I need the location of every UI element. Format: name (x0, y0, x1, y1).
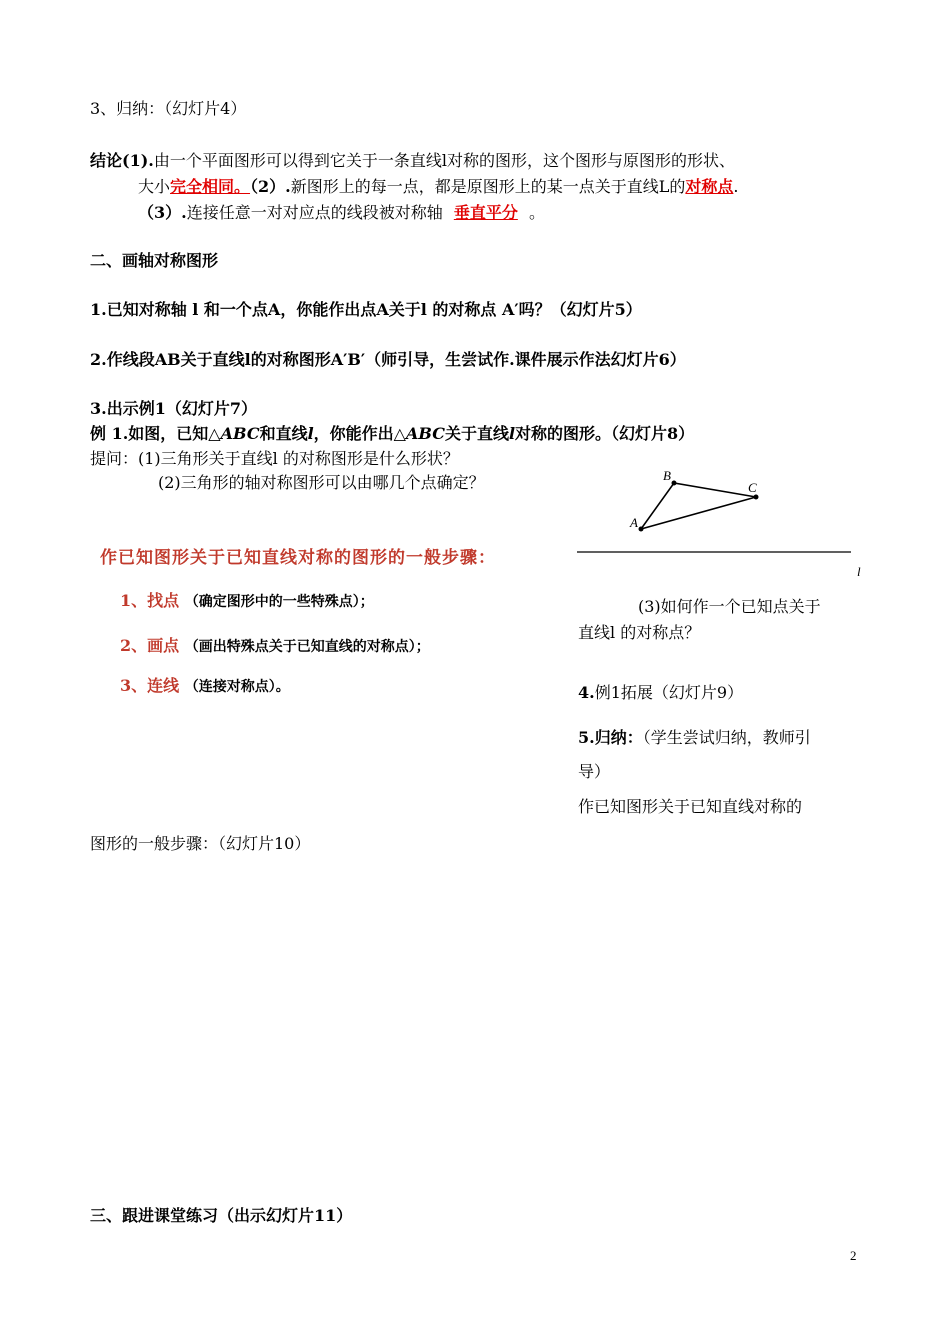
heading-draw-symmetric: 二、画轴对称图形 (90, 251, 219, 270)
example-mid1: 和直线 (259, 424, 308, 443)
page-number: 2 (850, 1248, 857, 1263)
item5-line3: 作已知图形关于已知直线对称的 (578, 797, 803, 816)
step1-name: 找点 (147, 591, 180, 610)
example-post: 对称的图形。（幻灯片8） (515, 424, 695, 443)
conclusion-p2-text: 新图形上的每一点，都是原图形上的某一点关于直线L的 (290, 177, 686, 196)
question3-line2: 直线l 的对称点？ (578, 623, 701, 642)
example-l2: l (508, 424, 516, 443)
slide-step-1 (120, 588, 374, 611)
point-c (754, 495, 759, 500)
step2-desc: （画出特殊点关于已知直线的对称点）； (184, 639, 430, 655)
example-mid3: 关于直线 (444, 424, 509, 443)
item5-text1: （学生尝试归纳，教师引 (642, 728, 811, 747)
example-pre: 例 1.如图，已知△ (90, 424, 221, 443)
question1: 提问：(1)三角形关于直线l 的对称图形是什么形状？ (90, 449, 459, 468)
example1 (90, 423, 694, 445)
item5-num: 5. (578, 728, 595, 747)
conclusion-p2-num: （2）. (250, 177, 291, 196)
section3-title: 3、归纳：（幻灯片4） (90, 99, 247, 118)
label-l: l (857, 564, 861, 579)
conclusion-line1 (90, 150, 735, 172)
item5-line4: 图形的一般步骤：（幻灯片10） (90, 834, 311, 853)
slide-title: 作已知图形关于已知直线对称的图形的一般步骤： (100, 548, 496, 568)
slide-step-3 (120, 673, 290, 696)
example-l1: l (307, 424, 314, 443)
item4-text: 例1拓展（幻灯片9） (594, 683, 744, 702)
conclusion-p3-highlight: 垂直平分 (453, 203, 518, 222)
slide-step-2 (120, 633, 430, 656)
conclusion-p2-highlight: 对称点 (685, 177, 734, 196)
triangle-figure (570, 460, 870, 585)
item4-num: 4. (578, 683, 595, 702)
step3-num: 3、 (120, 676, 148, 695)
question2: (2)三角形的轴对称图形可以由哪几个点确定？ (158, 473, 485, 492)
item5-line2: 导） (578, 762, 611, 781)
step3-name: 连线 (147, 676, 180, 695)
conclusion-p3-num: （3）. (138, 203, 187, 222)
item5-line1 (578, 727, 811, 749)
label-c: C (748, 480, 757, 495)
item4 (578, 682, 743, 704)
step1-num: 1、 (120, 591, 148, 610)
item2: 2.作线段AB关于直线l的对称图形A′B′（师引导，生尝试作.课件展示作法幻灯片6） (90, 350, 686, 369)
conclusion-p1-num: (1). (122, 151, 154, 170)
conclusion-p2-end: . (733, 177, 739, 196)
item1: 1.已知对称轴 l 和一个点A，你能作出点A关于l 的对称点 A′吗？（幻灯片5） (90, 300, 642, 319)
conclusion-p1-text: 由一个平面图形可以得到它关于一条直线l对称的图形，这个图形与原图形的形状、 (153, 151, 735, 170)
conclusion-label: 结论 (90, 151, 123, 170)
example-abc2: ABC (405, 424, 445, 443)
example-mid2: ，你能作出△ (313, 424, 406, 443)
step1-desc: （确定图形中的一些特殊点）； (184, 594, 374, 610)
step2-num: 2、 (120, 636, 148, 655)
conclusion-p3-text: 连接任意一对对应点的线段被对称轴 (186, 203, 443, 222)
conclusion-line2 (138, 176, 739, 198)
item5-label: 归纳： (594, 728, 643, 747)
label-b: B (663, 468, 671, 483)
triangle-abc (641, 483, 756, 529)
item3: 3.出示例1（幻灯片7） (90, 399, 257, 418)
point-b (672, 481, 677, 486)
conclusion-p1-highlight: 完全相同。 (170, 177, 251, 196)
step3-desc: （连接对称点）。 (184, 679, 290, 695)
label-a: A (630, 515, 638, 530)
heading-practice: 三、跟进课堂练习（出示幻灯片11） (90, 1206, 353, 1225)
example-abc1: ABC (220, 424, 260, 443)
slide-steps-image (90, 533, 560, 718)
conclusion-p1-cont: 大小 (138, 177, 171, 196)
conclusion-p3-end: 。 (528, 203, 545, 222)
question3-line1: (3)如何作一个已知点关于 (638, 597, 821, 616)
point-a (639, 527, 644, 532)
step2-name: 画点 (147, 636, 180, 655)
conclusion-line3 (138, 202, 545, 224)
